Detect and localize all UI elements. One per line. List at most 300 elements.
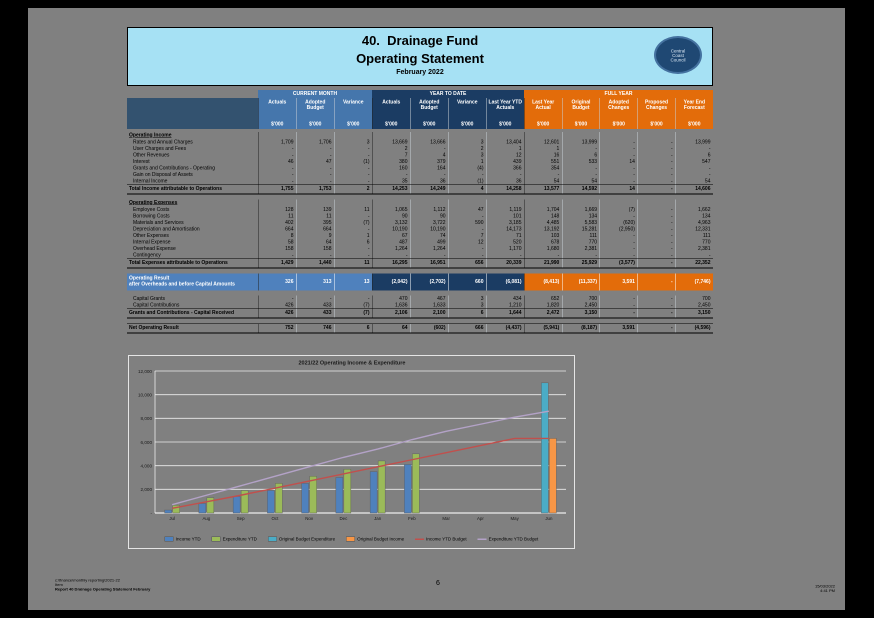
table-cell: 1,704 xyxy=(524,207,562,214)
row-label: Borrowing Costs xyxy=(133,213,170,219)
table-cell: (5,941) xyxy=(524,324,562,333)
row-label: Internal Income xyxy=(133,178,168,184)
table-cell: 134 xyxy=(675,213,713,220)
row-label: Employee Costs xyxy=(133,207,170,213)
table-cell: - xyxy=(334,178,372,185)
table-cell xyxy=(600,200,638,207)
table-cell: - xyxy=(675,165,713,172)
table-cell: 111 xyxy=(675,233,713,240)
table-cell: 434 xyxy=(486,296,524,303)
row-label: Interest xyxy=(133,159,150,165)
column-header: Original Budget xyxy=(562,98,600,121)
legend-swatch xyxy=(346,537,355,542)
table-cell: 433 xyxy=(296,302,334,309)
table-cell: - xyxy=(637,302,675,309)
table-cell: 467 xyxy=(410,296,448,303)
table-cell: 134 xyxy=(562,213,600,220)
table-cell: 1,636 xyxy=(372,302,410,309)
table-cell xyxy=(258,132,296,139)
table-cell: 1,753 xyxy=(296,185,334,194)
legend-label: Income YTD xyxy=(175,536,201,542)
table-cell: 3,150 xyxy=(562,309,600,318)
table-cell: 656 xyxy=(448,259,486,268)
units-label: $'000 xyxy=(675,121,713,129)
units-label: $'000 xyxy=(486,121,524,129)
table-cell: 2,100 xyxy=(410,309,448,318)
table-cell: - xyxy=(600,239,638,246)
row-label: User Charges and Fees xyxy=(133,146,187,152)
table-cell: - xyxy=(600,172,638,179)
table-cell: (7) xyxy=(334,309,372,318)
table-cell: 36 xyxy=(486,178,524,185)
table-cell: 1,440 xyxy=(296,259,334,268)
table-cell xyxy=(524,200,562,207)
table-cell: - xyxy=(296,178,334,185)
table-cell: 101 xyxy=(486,213,524,220)
table-cell: 520 xyxy=(486,239,524,246)
footer-right-line: 15/03/2022 xyxy=(814,584,835,589)
table-cell: 90 xyxy=(410,213,448,220)
table-cell: 16,951 xyxy=(410,259,448,268)
table-cell: - xyxy=(637,259,675,268)
council-logo-text: Central Coast Council xyxy=(670,47,686,62)
table-cell: (2,950) xyxy=(600,226,638,233)
table-cell: 58 xyxy=(258,239,296,246)
table-cell: - xyxy=(372,172,410,179)
report-subtitle: Operating Statement xyxy=(356,51,484,66)
table-cell xyxy=(637,132,675,139)
table-cell: 14,253 xyxy=(372,185,410,194)
row-label: Rates and Annual Charges xyxy=(133,139,193,145)
table-cell xyxy=(524,132,562,139)
row-label: Operating Result after Overheads and before Capital Amounts xyxy=(127,274,258,291)
table-cell: - xyxy=(637,185,675,194)
table-cell: 4,485 xyxy=(524,220,562,227)
table-cell: 533 xyxy=(562,159,600,166)
table-cell: 13,192 xyxy=(524,226,562,233)
table-cell: (7) xyxy=(334,220,372,227)
table-cell: 7 xyxy=(448,233,486,240)
table-cell: - xyxy=(637,324,675,333)
table-cell: - xyxy=(258,165,296,172)
bar xyxy=(541,383,548,513)
table-cell: - xyxy=(637,233,675,240)
row-label: Gain on Disposal of Assets xyxy=(133,172,193,178)
y-axis-label: 6,000 xyxy=(140,439,152,445)
x-axis-label: Apr xyxy=(476,516,484,521)
row-label: Grants and Contributions - Capital Received xyxy=(129,310,235,316)
line-series xyxy=(172,438,549,508)
table-cell: (6,081) xyxy=(486,274,524,291)
table-cell: 3 xyxy=(448,152,486,159)
bar xyxy=(233,496,240,513)
units-label: $'000 xyxy=(448,121,486,129)
table-cell: 2,381 xyxy=(675,246,713,253)
column-group-full-year: FULL YEAR xyxy=(524,90,713,98)
table-cell: 6 xyxy=(448,309,486,318)
table-cell: - xyxy=(637,274,675,291)
table-cell: - xyxy=(258,252,296,259)
table-cell: - xyxy=(637,146,675,153)
table-cell: - xyxy=(562,146,600,153)
bar xyxy=(310,476,317,513)
column-header: Year End Forecast xyxy=(675,98,713,121)
units-label: $'000 xyxy=(600,121,638,129)
financial-table xyxy=(127,90,713,334)
table-cell: 2,450 xyxy=(562,302,600,309)
table-cell xyxy=(296,200,334,207)
table-cell: - xyxy=(637,172,675,179)
table-cell: 54 xyxy=(524,178,562,185)
table-row xyxy=(127,309,713,320)
table-cell: 770 xyxy=(675,239,713,246)
units-label: $'000 xyxy=(258,121,296,129)
table-cell: - xyxy=(600,178,638,185)
table-cell: 366 xyxy=(486,165,524,172)
table-cell: 2,450 xyxy=(675,302,713,309)
column-header: Last Year YTD Actuals xyxy=(486,98,524,121)
table-cell: 499 xyxy=(410,239,448,246)
table-cell: 1,644 xyxy=(486,309,524,318)
table-cell: 487 xyxy=(372,239,410,246)
table-cell: 11 xyxy=(296,213,334,220)
table-cell: - xyxy=(296,146,334,153)
table-header-groups xyxy=(127,90,713,98)
table-cell: - xyxy=(448,226,486,233)
table-cell: 590 xyxy=(448,220,486,227)
report-period: February 2022 xyxy=(396,69,444,76)
table-cell: 1,112 xyxy=(410,207,448,214)
table-cell: (602) xyxy=(410,324,448,333)
row-label: Other Revenues xyxy=(133,152,170,158)
table-cell: 22,352 xyxy=(675,259,713,268)
table-cell: 380 xyxy=(372,159,410,166)
units-label: $'000 xyxy=(296,121,334,129)
table-cell: - xyxy=(448,172,486,179)
footer-left-line: c:\finance\monthly reporting\2021-22 xyxy=(55,578,120,583)
table-cell: 746 xyxy=(296,324,334,333)
table-cell: 14 xyxy=(600,185,638,194)
x-axis-label: Dec xyxy=(339,516,348,521)
table-cell: 3,722 xyxy=(410,220,448,227)
table-cell: 10,190 xyxy=(410,226,448,233)
table-cell: 64 xyxy=(372,324,410,333)
table-cell: - xyxy=(600,252,638,259)
row-label: Capital Grants xyxy=(133,296,165,302)
table-cell: 5,583 xyxy=(562,220,600,227)
table-cell: 9 xyxy=(296,233,334,240)
column-group-year-to-date: YEAR TO DATE xyxy=(372,90,524,98)
legend-item xyxy=(346,537,404,542)
table-cell: 3,150 xyxy=(675,309,713,318)
table-cell: 12 xyxy=(448,239,486,246)
row-label: Total Income attributable to Operations xyxy=(129,186,222,192)
table-cell: - xyxy=(600,139,638,146)
legend-swatch xyxy=(165,537,174,542)
table-cell: - xyxy=(637,246,675,253)
legend-item xyxy=(478,537,539,542)
y-axis-label: - xyxy=(150,510,152,516)
footer-left-line: Item xyxy=(55,582,63,587)
table-cell: 4 xyxy=(410,152,448,159)
table-cell: 6 xyxy=(675,152,713,159)
table-cell: 148 xyxy=(524,213,562,220)
table-cell: 8 xyxy=(258,233,296,240)
table-cell xyxy=(372,132,410,139)
table-cell: 25,929 xyxy=(562,259,600,268)
row-label: Depreciation and Amortisation xyxy=(133,226,200,232)
table-cell: - xyxy=(675,146,713,153)
units-label: $'000 xyxy=(372,121,410,129)
table-cell: - xyxy=(637,159,675,166)
table-cell: 35 xyxy=(372,178,410,185)
table-cell xyxy=(334,132,372,139)
table-cell: 6 xyxy=(334,239,372,246)
table-cell: - xyxy=(296,252,334,259)
legend-label: Expenditure YTD xyxy=(222,536,257,542)
row-label: Grants and Contributions - Operating xyxy=(133,165,215,171)
table-cell: - xyxy=(296,296,334,303)
table-cell: 652 xyxy=(524,296,562,303)
table-cell xyxy=(486,200,524,207)
table-cell: 11 xyxy=(334,259,372,268)
legend-swatch xyxy=(415,538,424,540)
table-cell: - xyxy=(675,172,713,179)
column-header: Adopted Changes xyxy=(600,98,638,121)
table-cell: - xyxy=(637,226,675,233)
x-axis-label: Jun xyxy=(545,516,553,521)
table-cell: 16 xyxy=(524,152,562,159)
y-axis-label: 8,000 xyxy=(140,416,152,422)
table-cell: (1) xyxy=(334,159,372,166)
table-cell: - xyxy=(334,165,372,172)
table-cell: - xyxy=(637,309,675,318)
table-cell: 2 xyxy=(334,185,372,194)
units-label: $'000 xyxy=(410,121,448,129)
table-cell: - xyxy=(334,172,372,179)
table-cell: - xyxy=(372,252,410,259)
table-cell: 13,404 xyxy=(486,139,524,146)
bar xyxy=(412,454,419,513)
table-cell: 139 xyxy=(296,207,334,214)
table-cell xyxy=(600,132,638,139)
bar xyxy=(336,478,343,514)
table-cell xyxy=(637,200,675,207)
table-cell: 3 xyxy=(334,139,372,146)
table-cell: 21,990 xyxy=(524,259,562,268)
column-header: Adopted Budget xyxy=(410,98,448,121)
table-cell: - xyxy=(410,172,448,179)
table-cell: (4) xyxy=(448,165,486,172)
table-cell: - xyxy=(334,146,372,153)
table-cell: 426 xyxy=(258,309,296,318)
council-logo xyxy=(654,36,702,74)
units-label: $'000 xyxy=(524,121,562,129)
table-cell: 3,591 xyxy=(600,274,638,291)
table-cell: (7,746) xyxy=(675,274,713,291)
report-canvas xyxy=(28,8,845,610)
legend-item xyxy=(212,537,257,542)
table-cell: 14,592 xyxy=(562,185,600,194)
table-cell: 20,339 xyxy=(486,259,524,268)
table-cell: 3,591 xyxy=(600,324,638,333)
table-row xyxy=(127,132,713,139)
column-header: Actuals xyxy=(258,98,296,121)
legend-label: Expenditure YTD Budget xyxy=(488,536,539,542)
units-label: $'000 xyxy=(637,121,675,129)
table-cell: - xyxy=(675,252,713,259)
table-row xyxy=(127,252,713,259)
bar xyxy=(404,464,411,513)
table-cell: 664 xyxy=(296,226,334,233)
y-axis-label: 10,000 xyxy=(137,392,152,398)
table-cell: - xyxy=(258,296,296,303)
table-cell: 1,065 xyxy=(372,207,410,214)
table-cell: - xyxy=(410,252,448,259)
table-cell: 71 xyxy=(486,233,524,240)
table-cell: - xyxy=(637,220,675,227)
bar xyxy=(370,472,377,513)
table-cell: 1 xyxy=(334,233,372,240)
bar xyxy=(199,504,206,513)
table-cell: 752 xyxy=(258,324,296,333)
chart-title: 2021/22 Operating Income & Expenditure xyxy=(298,360,405,366)
table-cell: 1,669 xyxy=(562,207,600,214)
column-header: Variance xyxy=(334,98,372,121)
x-axis-label: Jul xyxy=(169,516,175,521)
income-expenditure-chart xyxy=(129,367,572,525)
table-cell: 64 xyxy=(296,239,334,246)
y-axis-label: 2,000 xyxy=(140,487,152,493)
legend-item xyxy=(165,537,201,542)
table-cell: - xyxy=(258,152,296,159)
table-cell: 547 xyxy=(675,159,713,166)
table-cell: - xyxy=(600,296,638,303)
table-cell: 660 xyxy=(448,274,486,291)
table-cell xyxy=(296,132,334,139)
table-cell: 1,755 xyxy=(258,185,296,194)
table-cell: 439 xyxy=(486,159,524,166)
table-cell: 1,210 xyxy=(486,302,524,309)
table-cell: 1,662 xyxy=(675,207,713,214)
table-cell: 158 xyxy=(258,246,296,253)
table-cell: 14,249 xyxy=(410,185,448,194)
table-cell: 74 xyxy=(410,233,448,240)
legend-swatch xyxy=(212,537,221,542)
table-cell: - xyxy=(600,146,638,153)
table-cell: 13,666 xyxy=(410,139,448,146)
table-cell: - xyxy=(637,213,675,220)
table-cell: - xyxy=(600,309,638,318)
table-cell: 770 xyxy=(562,239,600,246)
table-cell: 1,429 xyxy=(258,259,296,268)
footer-left-line: Report 40 Drainage Operating Statement February xyxy=(55,587,151,592)
table-row xyxy=(127,259,713,270)
table-cell: 13,669 xyxy=(372,139,410,146)
table-cell: 395 xyxy=(296,220,334,227)
report-title: 40. Drainage Fund xyxy=(361,33,479,48)
table-cell: - xyxy=(637,165,675,172)
table-cell: 3,132 xyxy=(372,220,410,227)
bar xyxy=(165,510,172,513)
table-cell: 6 xyxy=(562,152,600,159)
table-cell xyxy=(372,200,410,207)
table-cell: 13,999 xyxy=(562,139,600,146)
table-cell xyxy=(410,200,448,207)
bar xyxy=(267,491,274,513)
table-cell: - xyxy=(600,152,638,159)
table-cell: 379 xyxy=(410,159,448,166)
table-cell: 11 xyxy=(334,207,372,214)
table-cell: 1,820 xyxy=(524,302,562,309)
legend-label: Original Budget Income xyxy=(357,536,405,542)
table-row xyxy=(127,200,713,207)
table-cell: 326 xyxy=(258,274,296,291)
table-cell: - xyxy=(562,252,600,259)
bar xyxy=(378,461,385,513)
line-series xyxy=(172,411,549,504)
table-cell: - xyxy=(296,172,334,179)
table-cell: 2,381 xyxy=(562,246,600,253)
table-cell: - xyxy=(258,146,296,153)
table-header-columns xyxy=(127,98,713,121)
legend-label: Income YTD Budget xyxy=(426,536,467,542)
table-cell: - xyxy=(637,178,675,185)
table-cell xyxy=(562,132,600,139)
legend-item xyxy=(415,537,466,542)
table-cell xyxy=(675,200,713,207)
table-cell: - xyxy=(296,152,334,159)
row-label: Overhead Expense xyxy=(133,246,176,252)
table-cell: 1,709 xyxy=(258,139,296,146)
table-cell: - xyxy=(562,165,600,172)
table-cell xyxy=(410,132,448,139)
x-axis-label: May xyxy=(510,516,519,521)
table-cell: 2 xyxy=(448,146,486,153)
table-cell: - xyxy=(448,252,486,259)
column-header: Variance xyxy=(448,98,486,121)
table-cell: 12,331 xyxy=(675,226,713,233)
table-cell: 2,106 xyxy=(372,309,410,318)
table-cell: 14,173 xyxy=(486,226,524,233)
table-cell: 1 xyxy=(486,146,524,153)
table-cell: (3,577) xyxy=(600,259,638,268)
row-label: Materials and Services xyxy=(133,220,184,226)
table-cell: 3 xyxy=(448,296,486,303)
column-header: Actuals xyxy=(372,98,410,121)
x-axis-label: Mar xyxy=(442,516,450,521)
table-cell: (4,437) xyxy=(486,324,524,333)
table-cell: 13 xyxy=(334,274,372,291)
x-axis-label: Nov xyxy=(305,516,314,521)
x-axis-label: Oct xyxy=(271,516,279,521)
table-cell: - xyxy=(334,226,372,233)
table-cell: 354 xyxy=(524,165,562,172)
footer-right xyxy=(715,584,835,604)
table-row xyxy=(127,185,713,196)
x-axis-label: Feb xyxy=(408,516,416,521)
table-cell: - xyxy=(637,207,675,214)
table-cell xyxy=(258,200,296,207)
legend-swatch xyxy=(268,537,277,542)
table-cell: - xyxy=(524,172,562,179)
table-cell: 678 xyxy=(524,239,562,246)
table-cell: 4,963 xyxy=(675,220,713,227)
table-cell: - xyxy=(334,213,372,220)
legend-swatch xyxy=(478,538,487,540)
table-cell: 36 xyxy=(410,178,448,185)
table-cell xyxy=(448,132,486,139)
